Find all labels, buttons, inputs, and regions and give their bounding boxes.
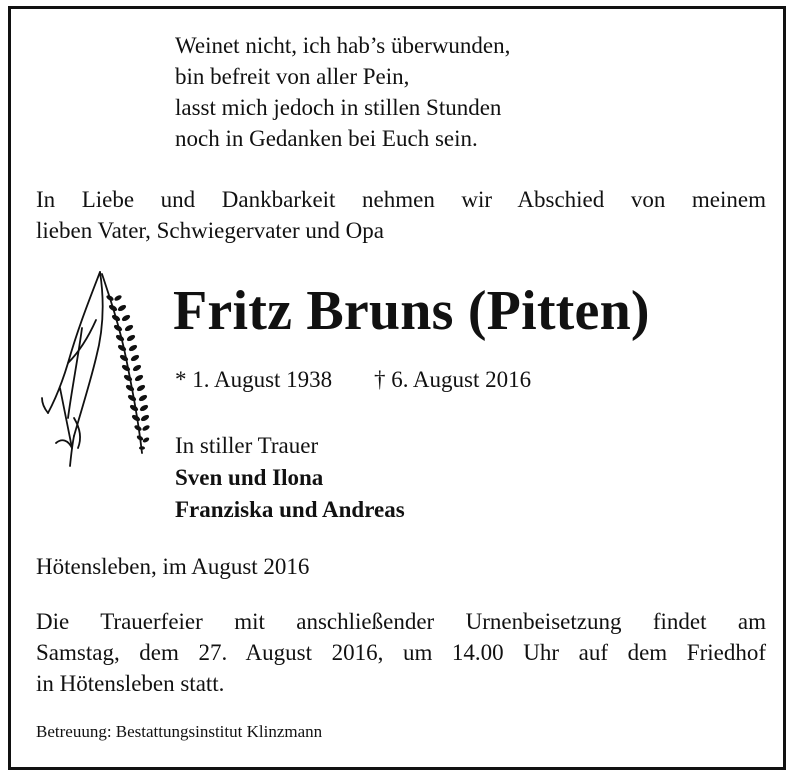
- place-date: Hötensleben, im August 2016: [36, 554, 310, 579]
- life-dates: [175, 365, 531, 395]
- ceremony-line: Samstag, dem 27. August 2016, um 14.00 Uhr auf dem Friedhof: [36, 640, 766, 665]
- mourners-heading: In stiller Trauer: [175, 433, 319, 458]
- mourner-name: Franziska und Andreas: [175, 497, 405, 522]
- poem-line: bin befreit von aller Pein,: [175, 64, 410, 89]
- ceremony-line: in Hötensleben statt.: [36, 671, 225, 696]
- poem-line: lasst mich jedoch in stillen Stunden: [175, 95, 502, 120]
- birth-date: * 1. August 1938: [175, 367, 333, 392]
- death-date: † 6. August 2016: [373, 367, 532, 392]
- poem: [175, 30, 510, 154]
- poem-line: noch in Gedanken bei Euch sein.: [175, 126, 478, 151]
- intro-text: [36, 184, 766, 246]
- intro-line: lieben Vater, Schwiegervater und Opa: [36, 218, 384, 243]
- ceremony-line: Die Trauerfeier mit anschließender Urnenbeisetzung findet am: [36, 609, 766, 634]
- intro-line: In Liebe und Dankbarkeit nehmen wir Abschied von meinem: [36, 187, 766, 212]
- poem-line: Weinet nicht, ich hab’s überwunden,: [175, 33, 511, 58]
- deceased-name: Fritz Bruns (Pitten): [173, 280, 650, 342]
- wheat-ear-icon: [38, 268, 156, 468]
- funeral-home-note: Betreuung: Bestattungsinstitut Klinzmann: [36, 722, 323, 741]
- mourners-block: [175, 430, 405, 526]
- mourner-name: Sven und Ilona: [175, 465, 324, 490]
- ceremony-text: [36, 606, 766, 699]
